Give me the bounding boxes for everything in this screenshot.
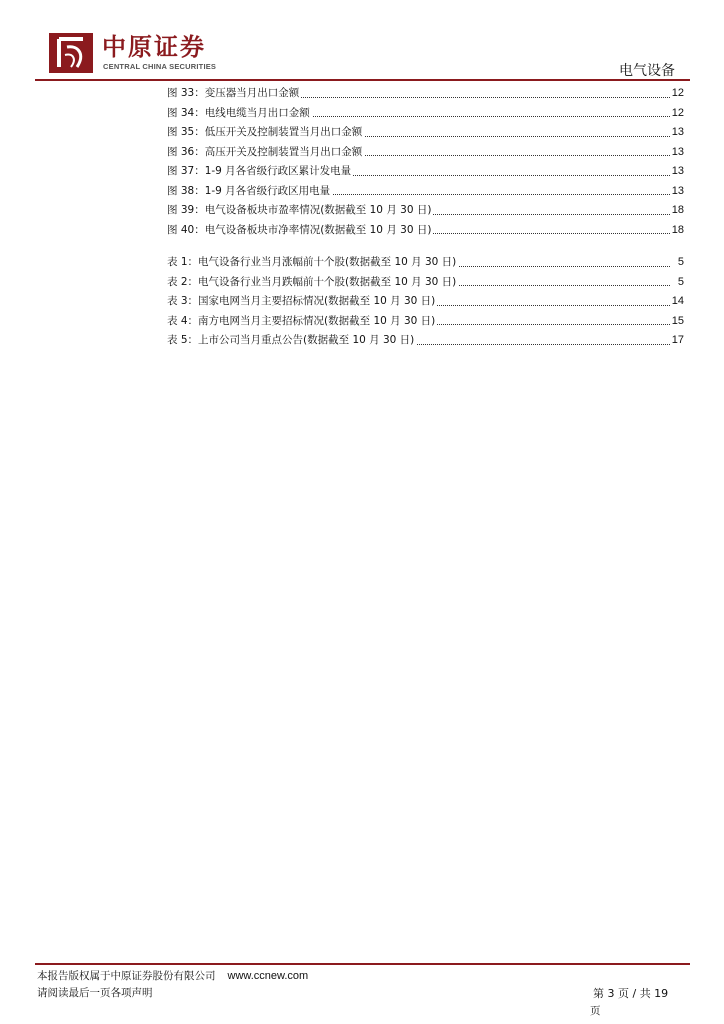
toc-entry[interactable] [167,182,684,202]
figure-list [167,84,684,240]
logo-chinese-name: 中原证券 [102,33,206,61]
company-logo-icon [49,33,93,73]
toc-entry[interactable] [167,104,684,124]
toc-entry-page: 13 [670,162,684,182]
footer-copyright-line [37,968,308,983]
toc-entry-label: 表 5：上市公司当月重点公告(数据截至 10 月 30 日) [167,331,416,351]
logo-english-name: CENTRAL CHINA SECURITIES [103,62,217,71]
toc-entry-page: 17 [670,331,684,351]
toc-entry-label: 图 39：电气设备板块市盈率情况(数据截至 10 月 30 日) [167,201,433,221]
toc-entry[interactable] [167,253,684,273]
toc-entry-label: 图 38：1-9 月各省级行政区用电量 [167,182,332,202]
table-list [167,253,684,351]
toc-entry-page: 12 [670,104,684,124]
section-title: 电气设备 [619,63,675,79]
toc-entry-label: 表 2：电气设备行业当月跌幅前十个股(数据截至 10 月 30 日) [167,273,458,293]
toc-entry-label: 表 3：国家电网当月主要招标情况(数据截至 10 月 30 日) [167,292,437,312]
toc-entry-label: 表 4：南方电网当月主要招标情况(数据截至 10 月 30 日) [167,312,437,332]
page-number: 第 3 页 / 共 19 [593,987,669,1000]
footer-disclaimer: 请阅读最后一页各项声明 [37,987,153,999]
toc-entry-label: 图 34：电线电缆当月出口金额 [167,104,312,124]
toc-entry[interactable] [167,273,684,293]
toc-entry-label: 表 1：电气设备行业当月涨幅前十个股(数据截至 10 月 30 日) [167,253,458,273]
header-divider [35,79,690,81]
footer-copyright: 本报告版权属于中原证券股份有限公司 [37,970,216,982]
toc-entry-page: 13 [670,123,684,143]
toc-entry[interactable] [167,123,684,143]
page-number-suffix: 页 [590,1005,601,1017]
toc-entry-label: 图 40：电气设备板块市净率情况(数据截至 10 月 30 日) [167,221,433,241]
toc-entry[interactable] [167,162,684,182]
toc-entry-page: 14 [670,292,684,312]
toc-entry[interactable] [167,201,684,221]
toc-entry[interactable] [167,292,684,312]
toc-entry-page: 12 [670,84,684,104]
footer-divider [35,963,690,965]
toc-entry-page: 18 [670,221,684,241]
page-header [0,0,724,80]
toc-entry[interactable] [167,84,684,104]
toc-entry-page: 13 [670,143,684,163]
toc-entry[interactable] [167,221,684,241]
toc-entry-page: 5 [676,253,684,273]
toc-entry[interactable] [167,312,684,332]
toc-entry-label: 图 33：变压器当月出口金额 [167,84,301,104]
footer-website-link[interactable]: www.ccnew.com [227,970,309,982]
toc-entry[interactable] [167,331,684,351]
toc-entry-page: 13 [670,182,684,202]
toc-entry[interactable] [167,143,684,163]
toc-entry-label: 图 36：高压开关及控制装置当月出口金额 [167,143,364,163]
toc-entry-page: 15 [670,312,684,332]
toc-entry-page: 18 [670,201,684,221]
toc-entry-label: 图 37：1-9 月各省级行政区累计发电量 [167,162,353,182]
toc-entry-page: 5 [676,273,684,293]
toc-entry-label: 图 35：低压开关及控制装置当月出口金额 [167,123,364,143]
